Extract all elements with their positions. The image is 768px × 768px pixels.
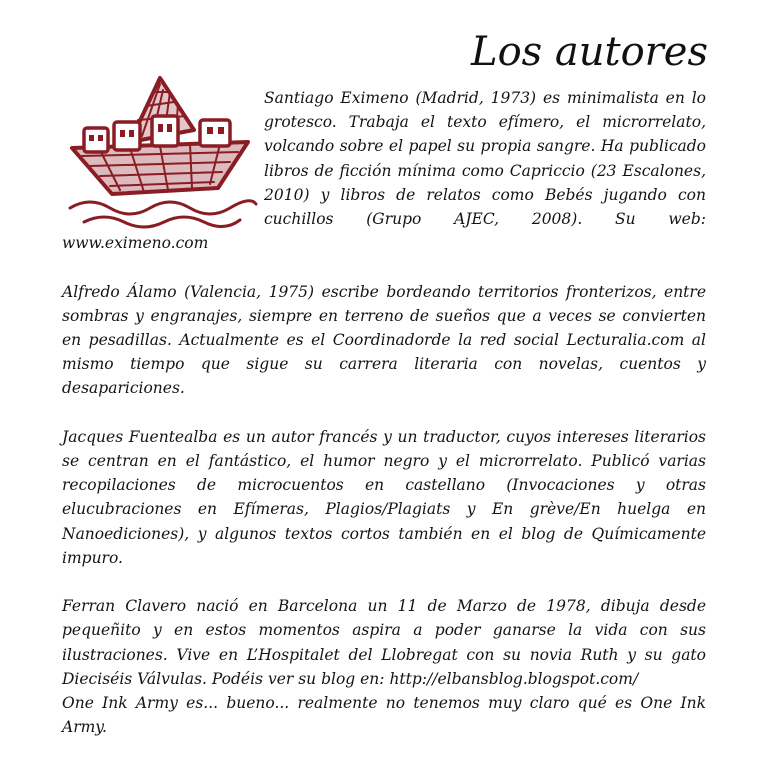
bio-ferran-clavero: Ferran Clavero nació en Barcelona un 11 de Marzo de 1978, dibuja desde pequeñito y en estos momentos aspira a poder ganarse la vida con sus ilustraciones. Vive en L’Hospitalet del Llobregat con su novia Ruth y su gato Dieciséis Válvulas. Podéis ver su blog en: http://elbansblog.blogspot.com/ (62, 597, 706, 688)
logo-spacer (62, 86, 264, 227)
page-title: Los autores (471, 29, 708, 75)
bio-alfredo-alamo: Alfredo Álamo (Valencia, 1975) escribe bordeando territorios fronterizos, entre sombras y engranajes, siempre en terreno de sueños que a veces se convierten en pesadillas. Actualmente es el Coordinadorde la red social Lecturalia.com al mismo tiempo que sigue su carrera literaria con novelas, cuentos y desapariciones. (62, 282, 706, 398)
authors-text (62, 86, 706, 739)
bio-one-ink-army: One Ink Army es... bueno... realmente no tenemos muy claro qué es One Ink Army. (62, 694, 706, 737)
bio-jacques-fuentealba: Jacques Fuentealba es un autor francés y un traductor, cuyos intereses literarios se centran en el fantástico, el humor negro y el microrrelato. Publicó varias recopilaciones de microcuentos en castellano (Invocaciones y otras elucubraciones en Efímeras, Plagios/Plagiats y En grève/En huelga en Nanoediciones), y algunos textos cortos también en el blog de Químicamente impuro. (62, 427, 706, 567)
bio-santiago-eximeno: Santiago Eximeno (Madrid, 1973) es minimalista en lo grotesco. Trabaja el texto efímero, el microrrelato, volcando sobre el papel su propia sangre. Ha publicado libros de ficción mínima como Capriccio (23 Escalones, 2010) y libros de relatos como Bebés jugando con cuchillos (Grupo AJEC, 2008). Su web: www.eximeno.com (62, 89, 706, 253)
